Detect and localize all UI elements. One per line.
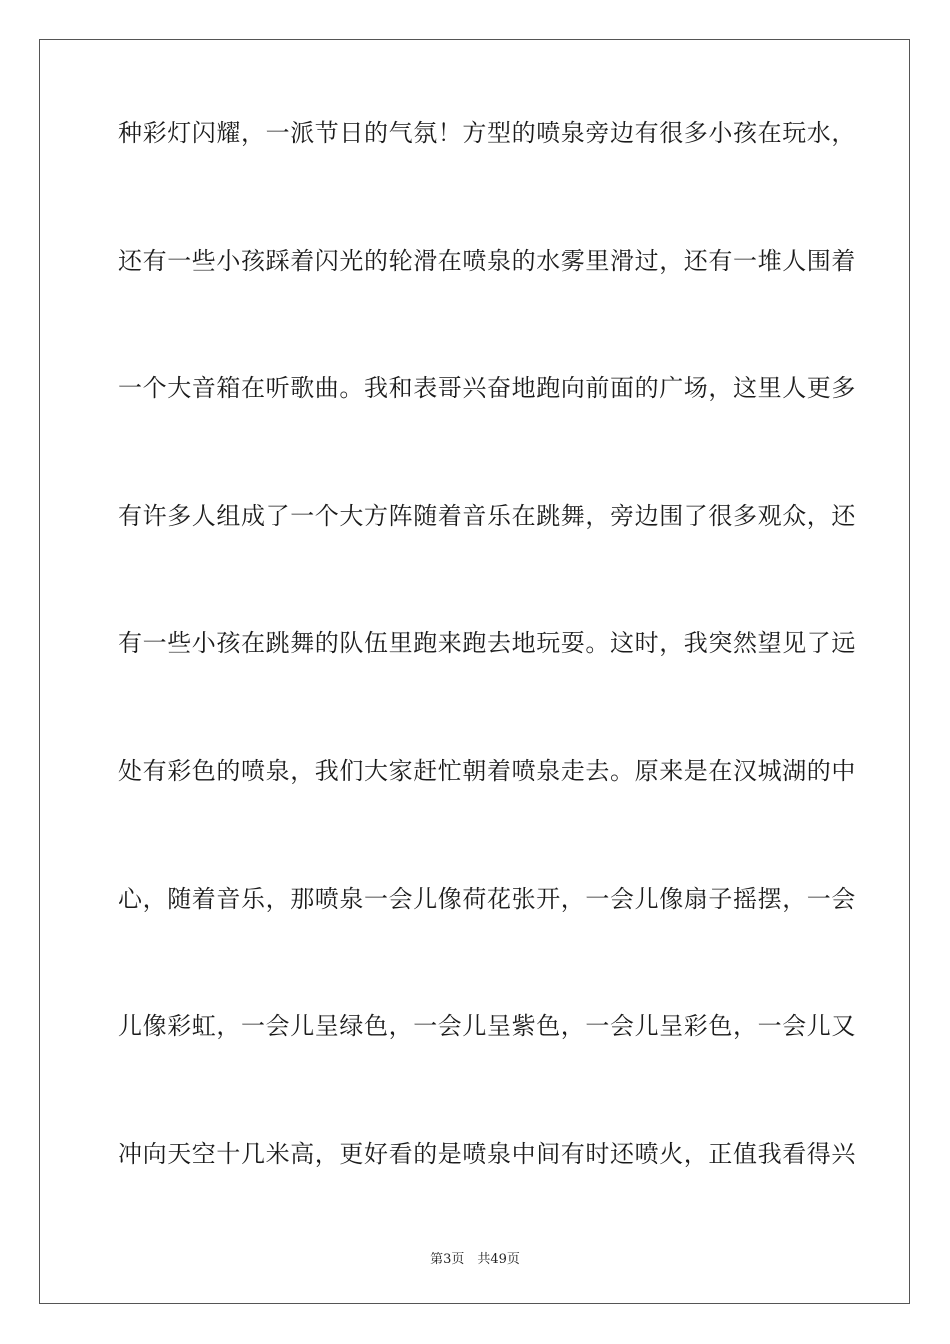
- text-line: 有一些小孩在跳舞的队伍里跑来跑去地玩耍。这时，我突然望见了远: [118, 629, 856, 658]
- text-line: 还有一些小孩踩着闪光的轮滑在喷泉的水雾里滑过，还有一堆人围着: [118, 246, 856, 275]
- text-line: 种彩灯闪耀，一派节日的气氛！方型的喷泉旁边有很多小孩在玩水，: [118, 119, 856, 147]
- text-line: 一个大音箱在听歌曲。我和表哥兴奋地跑向前面的广场，这里人更多: [118, 374, 856, 403]
- text-line: 冲向天空十几米高，更好看的是喷泉中间有时还喷火，正值我看得兴: [118, 1139, 856, 1168]
- document-body: [118, 115, 856, 1263]
- text-line: 儿像彩虹，一会儿呈绿色，一会儿呈紫色，一会儿呈彩色，一会儿又: [118, 1012, 856, 1041]
- page-number-footer: 第3页 共49页: [430, 1252, 520, 1267]
- text-line: 心，随着音乐，那喷泉一会儿像荷花张开，一会儿像扇子摇摆，一会: [118, 884, 856, 913]
- text-line: 有许多人组成了一个大方阵随着音乐在跳舞，旁边围了很多观众，还: [118, 501, 856, 530]
- text-line: 处有彩色的喷泉，我们大家赶忙朝着喷泉走去。原来是在汉城湖的中: [118, 756, 856, 785]
